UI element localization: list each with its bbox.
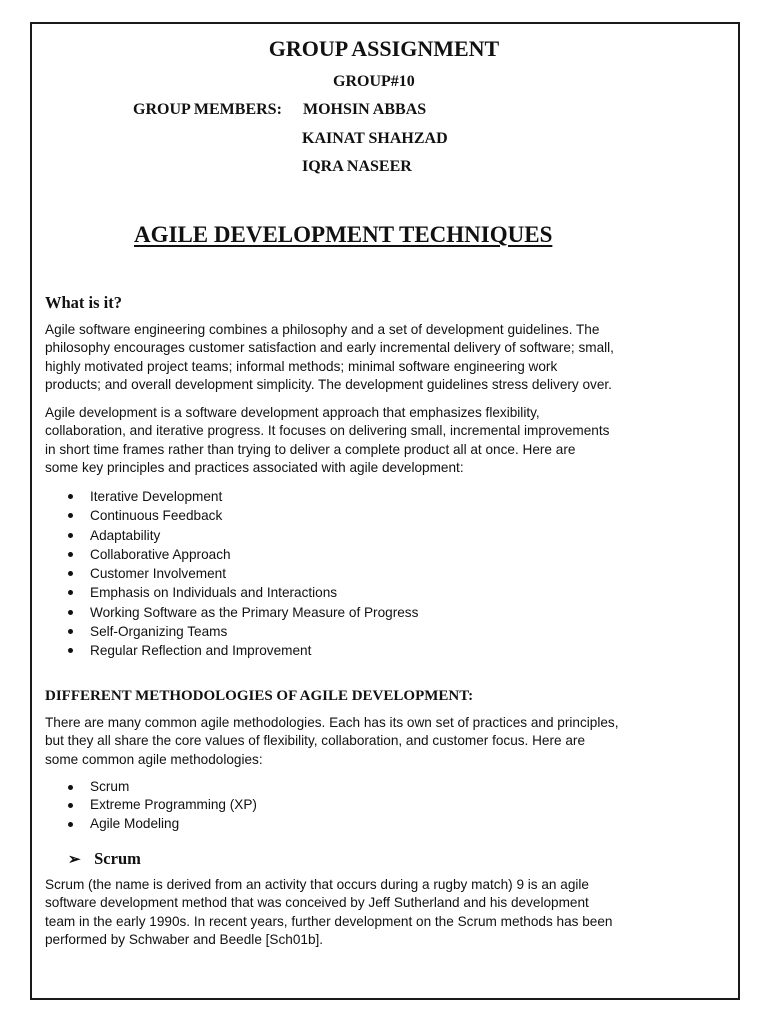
arrow-bullet-icon: ➢ [68,852,81,868]
members-label: GROUP MEMBERS: [133,101,282,118]
main-heading: AGILE DEVELOPMENT TECHNIQUES [134,222,553,247]
methodologies-list [45,778,257,833]
list-item: Iterative Development [45,487,418,506]
section-heading-methodologies: DIFFERENT METHODOLOGIES OF AGILE DEVELOPMENT: [45,688,474,704]
list-item: Working Software as the Primary Measure of Progress [45,603,418,622]
list-item: Customer Involvement [45,564,418,583]
list-item: Extreme Programming (XP) [45,796,257,814]
group-number: GROUP#10 [333,73,415,90]
list-item: Agile Modeling [45,815,257,833]
scrum-paragraph: Scrum (the name is derived from an activity that occurs during a rugby match) 9 is an agile software development method that was conceived by Jeff Sutherland and his development team in the early 1990s. In recent years, further development on the Scrum methods has been performed by Schwaber and Beedle [Sch01b]. [45,877,613,948]
principles-list [45,487,418,661]
list-item: Regular Reflection and Improvement [45,641,418,660]
document-title: GROUP ASSIGNMENT [268,36,500,61]
list-item: Collaborative Approach [45,545,418,564]
list-item: Emphasis on Individuals and Interactions [45,583,418,602]
member-name: MOHSIN ABBAS [303,101,427,118]
scrum-heading [68,849,141,869]
list-item: Scrum [45,778,257,796]
agile-definition-paragraph: Agile development is a software development approach that emphasizes flexibility, collaboration, and iterative progress. It focuses on delivering small, incremental improvements in short time frames rather than trying to deliver a complete product all at once. Here are some key principles and practices associated with agile development: [45,405,610,476]
member-name: IQRA NASEER [302,158,412,175]
scrum-heading-label: Scrum [94,849,141,868]
methodologies-paragraph: There are many common agile methodologies. Each has its own set of practices and principles, but they all share the core values of flexibility, collaboration, and customer focus. Here are some common agile methodologies: [45,715,619,767]
section-heading-what-is-it: What is it? [45,293,123,312]
member-name: KAINAT SHAHZAD [302,130,448,147]
list-item: Self-Organizing Teams [45,622,418,641]
intro-paragraph: Agile software engineering combines a philosophy and a set of development guidelines. The philosophy encourages customer satisfaction and early incremental delivery of software; small, highly motivated project teams; informal methods; minimal software engineering work products; and overall development simplicity. The development guidelines stress delivery over. [45,322,614,393]
list-item: Adaptability [45,526,418,545]
list-item: Continuous Feedback [45,506,418,525]
